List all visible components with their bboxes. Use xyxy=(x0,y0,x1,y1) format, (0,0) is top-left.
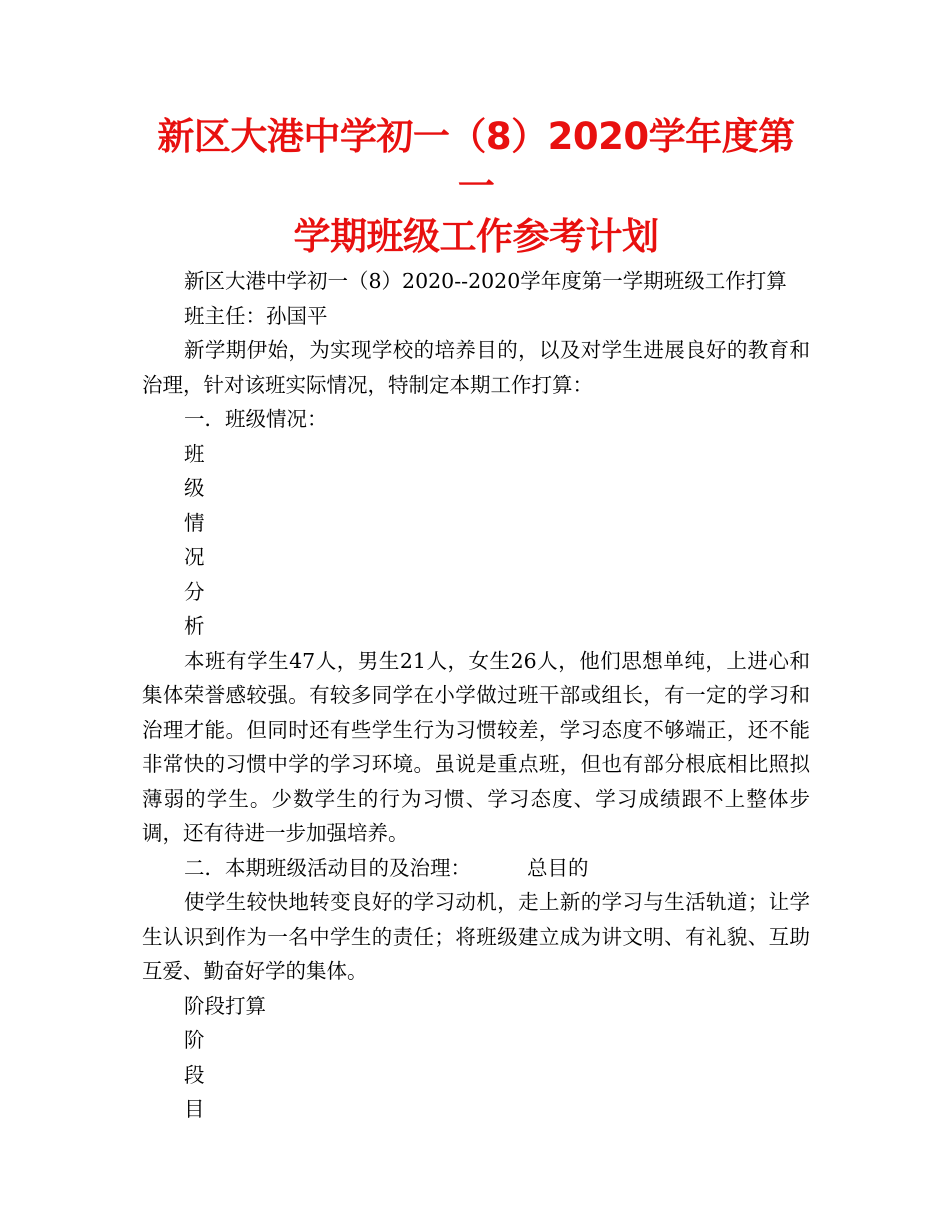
plan-subtitle: 新区大港中学初一（8）2020--2020学年度第一学期班级工作打算 xyxy=(184,269,787,293)
section-1-heading: 一．班级情况： xyxy=(184,407,328,431)
section-2-heading: 二．本期班级活动目的及治理： xyxy=(184,855,471,880)
vertical-char: 班 xyxy=(184,441,205,466)
vertical-char: 情 xyxy=(184,510,205,535)
title-line-1: 新区大港中学初一（8）2020学年度第一 xyxy=(157,115,795,208)
goal-paragraph: 使学生较快地转变良好的学习动机，走上新的学习与生活轨道；让学生认识到作为一名中学生的责任；将班级建立成为讲文明、有礼貌、互助互爱、勤奋好学的集体。 xyxy=(142,890,810,983)
class-situation-paragraph: 本班有学生47人，男生21人，女生26人，他们思想单纯，上进心和集体荣誉感较强。有较多同学在小学做过班干部或组长，有一定的学习和治理才能。但同时还有些学生行为习惯较差，学习态度不够端正，还不能非常快的习惯中学的学习环境。虽说是重点班，但也有部分根底相比照拟薄弱的学生。少数学生的行为习惯、学习态度、学习成绩跟不上整体步调，还有待进一步加强培养。 xyxy=(142,648,810,845)
class-teacher: 班主任：孙国平 xyxy=(184,303,328,328)
vertical-char: 目 xyxy=(184,1097,205,1121)
vertical-char: 阶 xyxy=(184,1028,205,1052)
vertical-char: 况 xyxy=(184,545,205,569)
title-line-2: 学期班级工作参考计划 xyxy=(293,215,659,258)
vertical-char: 段 xyxy=(184,1062,205,1087)
document-title xyxy=(142,112,810,262)
stage-plan-heading: 阶段打算 xyxy=(184,993,266,1018)
document-body xyxy=(142,264,810,1127)
intro-paragraph: 新学期伊始，为实现学校的培养目的，以及对学生进展良好的教育和治理，针对该班实际情况，特制定本期工作打算： xyxy=(142,338,810,397)
section-2-heading-line xyxy=(142,851,810,886)
overall-goal-label: 总目的 xyxy=(527,855,589,880)
vertical-char: 级 xyxy=(184,476,205,500)
vertical-char: 分 xyxy=(184,579,205,604)
vertical-char: 析 xyxy=(184,614,205,638)
